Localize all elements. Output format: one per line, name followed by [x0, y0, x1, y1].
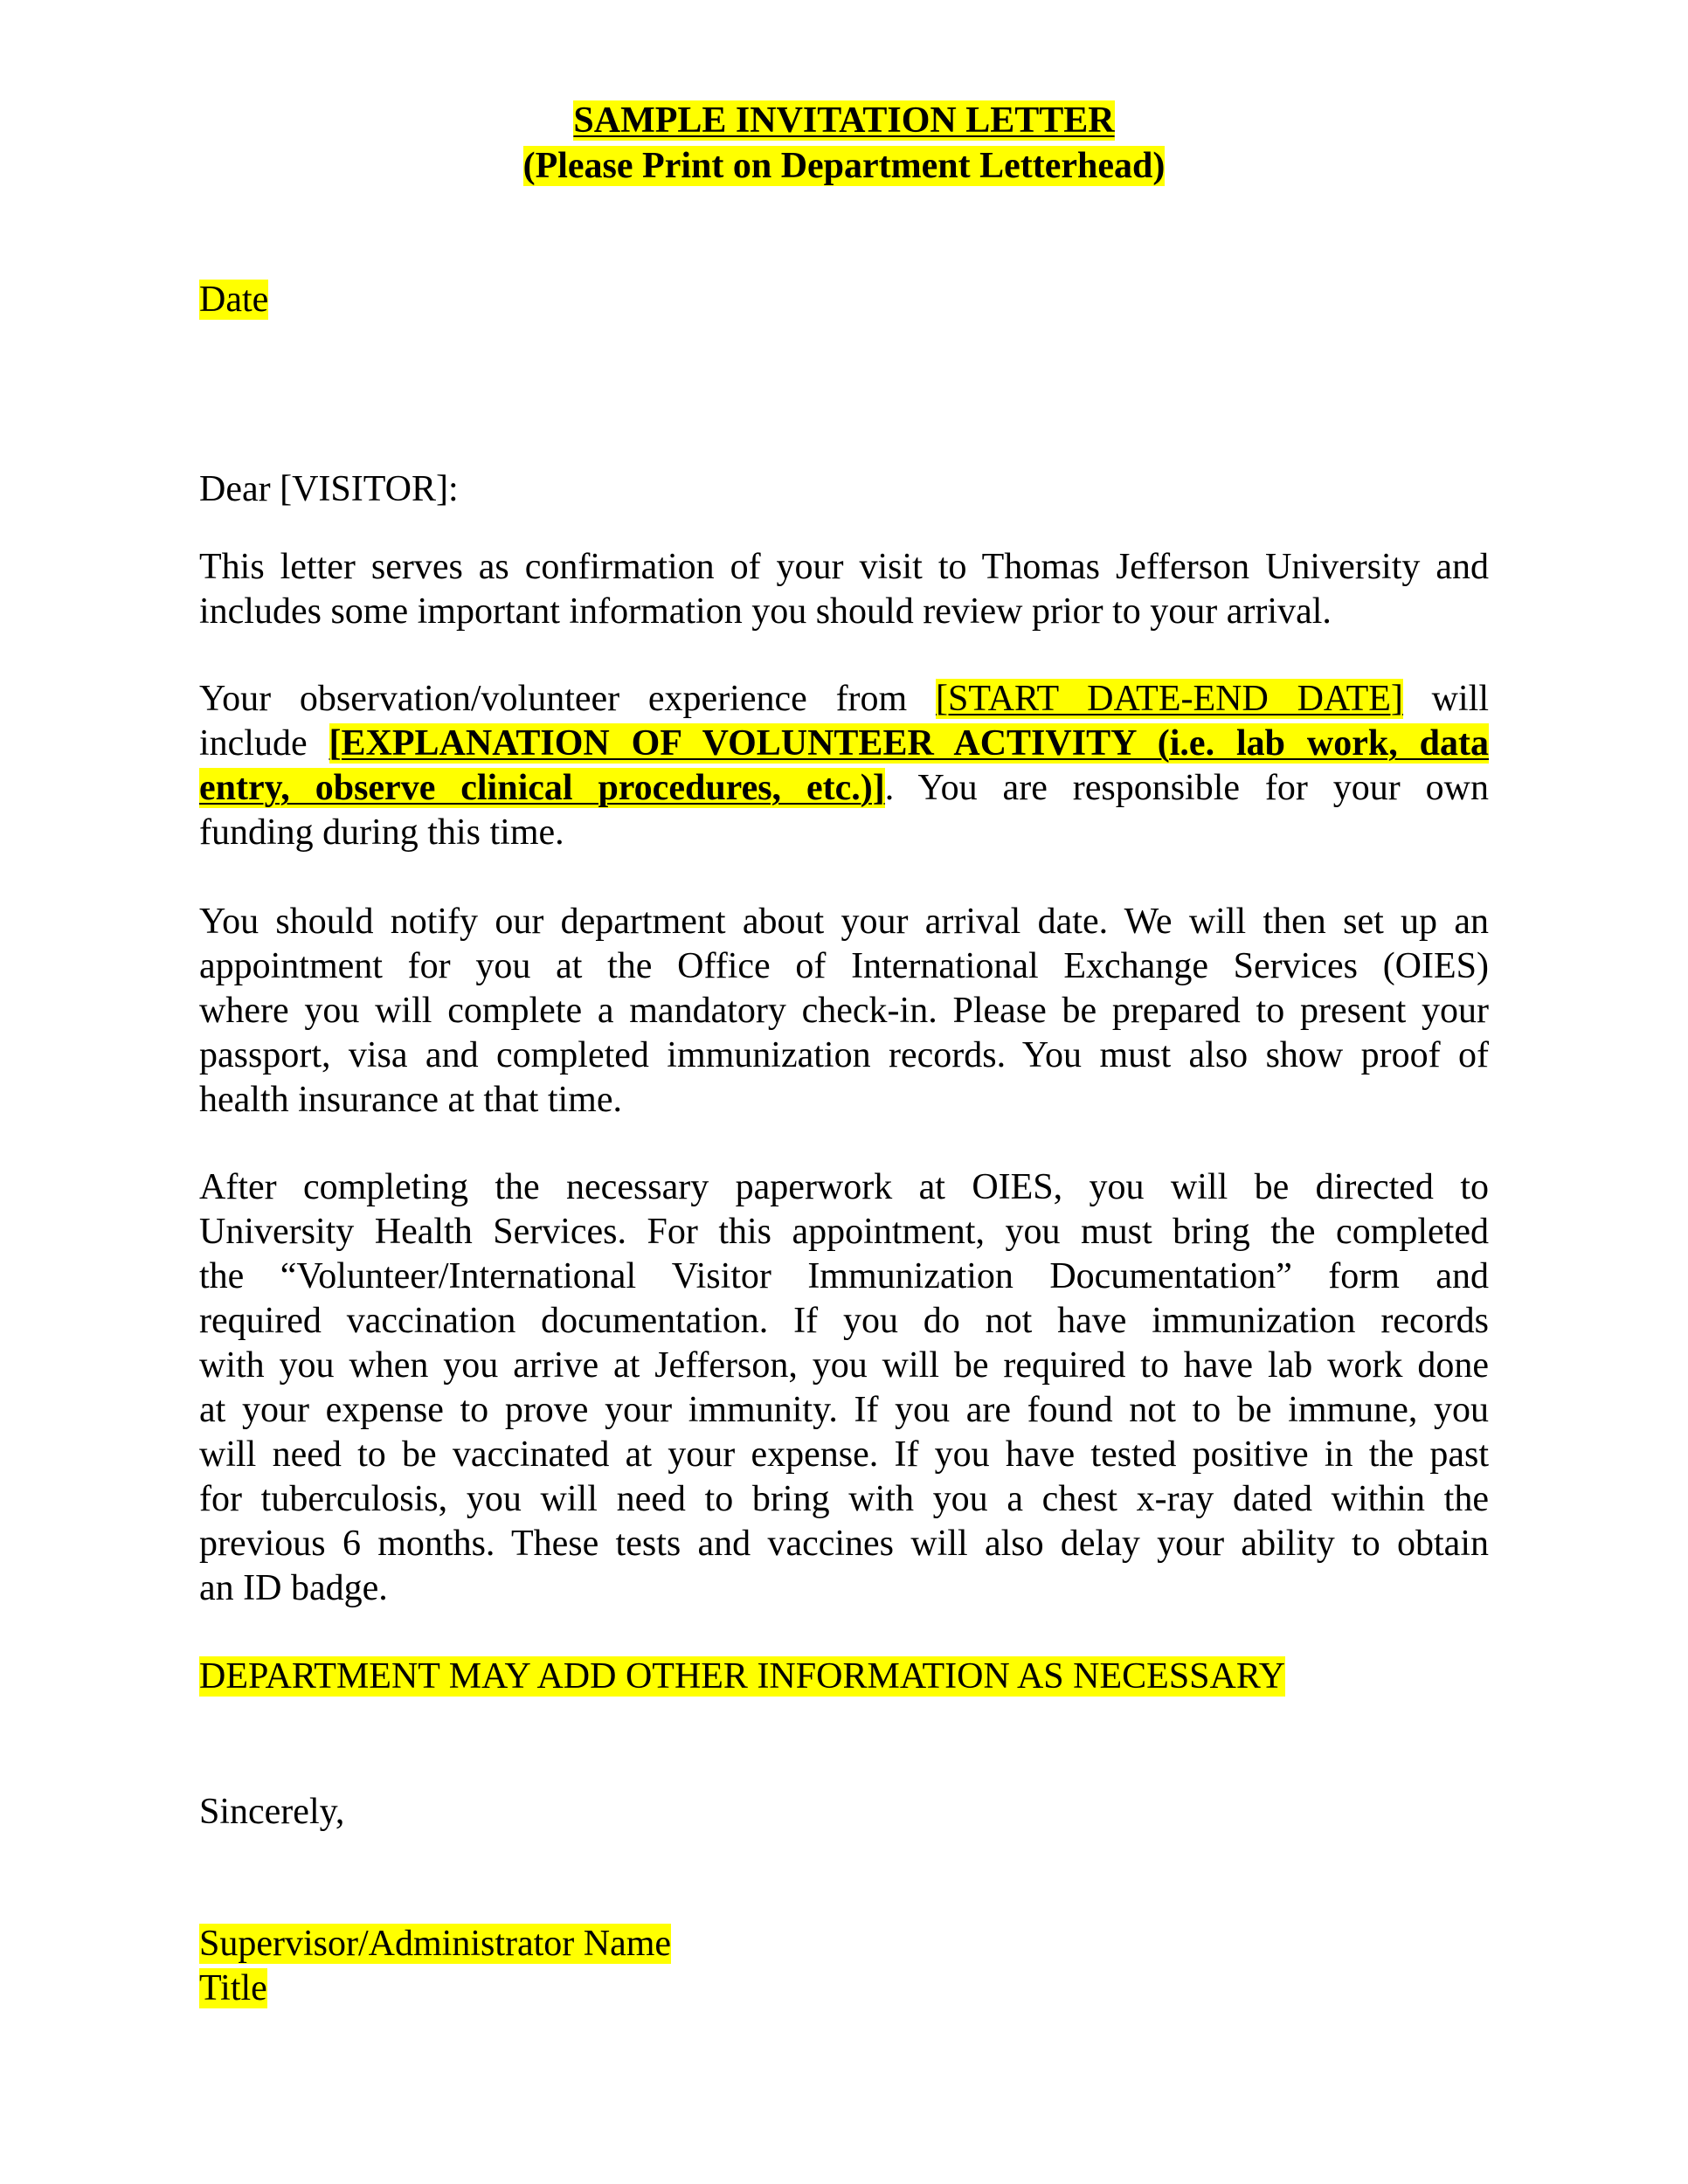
signature-title-placeholder: Title [199, 1968, 267, 2008]
title-line-1: SAMPLE INVITATION LETTER [573, 100, 1115, 141]
paragraph-line: University Health Services. For this appointment, you must bring the completed [199, 1212, 1489, 1252]
paragraph-line: previous 6 months. These tests and vaccines will also delay your ability to obtain [199, 1524, 1489, 1564]
paragraph-line: This letter serves as confirmation of your visit to Thomas Jefferson University and [199, 547, 1489, 587]
paragraph-line: at your expense to prove your immunity. If you are found not to be immune, you [199, 1390, 1489, 1430]
signature-name-line [199, 1922, 1489, 1966]
department-note: DEPARTMENT MAY ADD OTHER INFORMATION AS NECESSARY [199, 1656, 1285, 1697]
paragraph-line: After completing the necessary paperwork at OIES, you will be directed to [199, 1167, 1489, 1207]
paragraph-line: funding during this time. [199, 812, 564, 853]
paragraph-line: required vaccination documentation. If you do not have immunization records [199, 1301, 1489, 1341]
experience-include: include [199, 723, 308, 764]
department-note-line [199, 1655, 1489, 1699]
salutation: Dear [VISITOR]: [199, 469, 459, 509]
paragraph-line: You should notify our department about your arrival date. We will then set up an [199, 902, 1489, 942]
paragraph-line: includes some important information you should review prior to your arrival. [199, 591, 1332, 632]
paragraph-line: the “Volunteer/International Visitor Immunization Documentation” form and [199, 1256, 1489, 1296]
paragraph-health-services [199, 1165, 1489, 1611]
paragraph-line: with you when you arrive at Jefferson, you will be required to have lab work done [199, 1345, 1489, 1386]
paragraph-line [199, 722, 1489, 766]
paragraph-line: appointment for you at the Office of International Exchange Services (OIES) [199, 946, 1489, 986]
date-range-placeholder: [START DATE-END DATE] [936, 679, 1403, 719]
paragraph-line: for tuberculosis, you will need to bring with you a chest x-ray dated within the [199, 1479, 1489, 1519]
paragraph-confirmation [199, 545, 1489, 634]
date-placeholder-line [199, 278, 1489, 322]
signature-name-placeholder: Supervisor/Administrator Name [199, 1924, 672, 1964]
paragraph-experience [199, 677, 1489, 855]
closing: Sincerely, [199, 1792, 345, 1832]
signature-title-line [199, 1966, 1489, 2011]
paragraph-line: passport, visa and completed immunization records. You must also show proof of [199, 1035, 1489, 1075]
letter-title [0, 98, 1688, 189]
paragraph-line [199, 677, 1489, 722]
title-line-2: (Please Print on Department Letterhead) [522, 146, 1166, 186]
paragraph-line [199, 766, 1489, 811]
activity-placeholder-part-1: [EXPLANATION OF VOLUNTEER ACTIVITY (i.e. lab work, data [329, 723, 1489, 764]
date-placeholder: Date [199, 280, 269, 320]
activity-placeholder-part-2: entry, observe clinical procedures, etc.)] [199, 768, 885, 808]
funding-sentence: . You are responsible for your own [884, 768, 1489, 808]
paragraph-line: an ID badge. [199, 1568, 388, 1608]
paragraph-line: will need to be vaccinated at your expense. If you have tested positive in the past [199, 1434, 1489, 1475]
paragraph-line: health insurance at that time. [199, 1080, 622, 1120]
paragraph-line: where you will complete a mandatory check-in. Please be prepared to present your [199, 991, 1489, 1031]
paragraph-arrival [199, 900, 1489, 1123]
experience-intro: Your observation/volunteer experience from [199, 679, 908, 719]
experience-will: will [1431, 679, 1490, 719]
